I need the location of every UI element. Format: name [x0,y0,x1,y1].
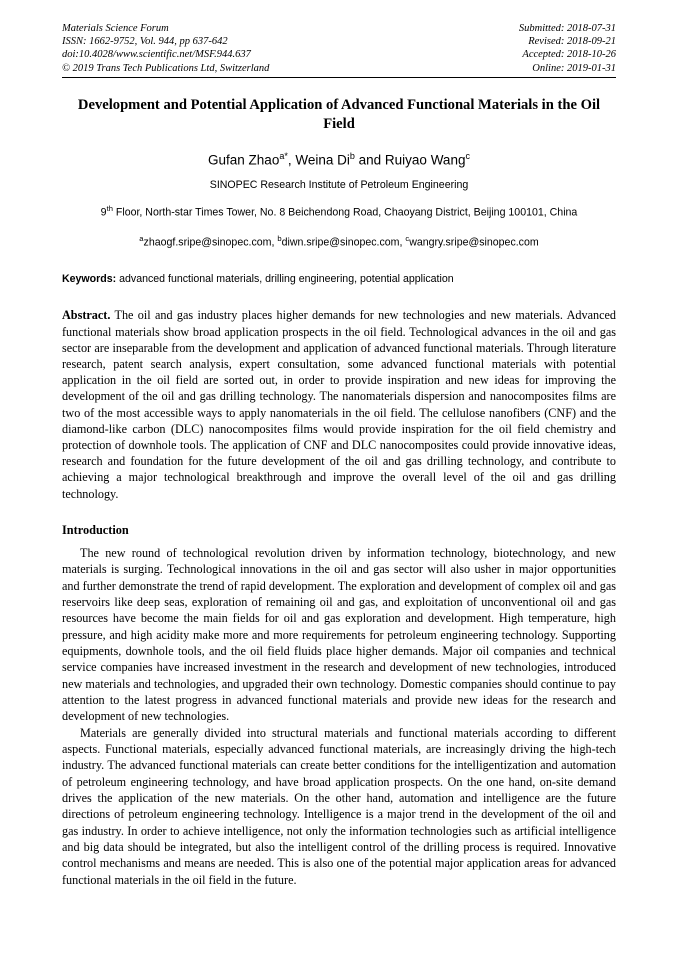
email-a-marker: a [139,233,144,243]
address-ordinal-suffix: th [106,204,113,214]
abstract-label: Abstract. [62,308,111,323]
affiliation: SINOPEC Research Institute of Petroleum Engineering [209,179,469,192]
email-c-marker: c [405,233,410,243]
address-text: Floor, North-star Times Tower, No. 8 Beichendong Road, Chaoyang District, Beijing 100101, China [112,206,578,219]
author-2-marker: b [349,150,355,161]
page-title: Development and Potential Application of Advanced Functional Materials in the Oil Field [77,96,601,132]
masthead [62,22,616,78]
author-1-marker: a* [279,150,288,161]
date-revised: Revised: 2018-09-21 [528,36,616,48]
section-heading-introduction: Introduction [62,522,129,537]
email-b[interactable]: diwn.sripe@sinopec.com, [281,236,406,249]
introduction-paragraph-1: The new round of technological revolution driven by information technology, biotechnology, and new materials is surging. Technological innovations in the oil and gas sector will also usher in major opportunities and further demonstrate the trend of rapid development. The exploration and development of complex oil and gas reservoirs like deep seas, exploration of remaining oil and gas, and exploitation of unconventional oil and gas resources have become the main fields for oil and gas exploration and development. High temperature, high pressure, and high acidity make more and more requirements for petroleum engineering technology. Supporting equipments, downhole tools, and the oil field fluids place higher demands. Major oil companies and technical service companies have increased investment in the research and development of new technologies, introduced new materials and technologies, and upgraded their own technology. Domestic companies should continue to pay attention to the latest progress in advanced functional materials and provide new ideas for the research and development of new technologies. [62,545,616,724]
email-b-marker: b [277,233,282,243]
author-3-name: and Ruiyao Wang [354,152,466,168]
journal-issn: ISSN: 1662-9752, Vol. 944, pp 637-642 [62,36,228,48]
masthead-left [62,22,269,75]
email-c[interactable]: wangry.sripe@sinopec.com [409,236,539,249]
keywords-value: advanced functional materials, drilling engineering, potential application [116,273,454,286]
author-list [62,148,616,169]
author-3-marker: c [465,150,470,161]
date-online: Online: 2019-01-31 [532,62,616,74]
email-list [62,231,616,251]
journal-copyright: © 2019 Trans Tech Publications Ltd, Switzerland [62,62,270,74]
address [64,201,614,221]
keywords [62,272,616,287]
author-1-name: Gufan Zhao [208,152,280,168]
journal-doi: doi:10.4028/www.scientific.net/MSF.944.637 [62,49,251,61]
abstract-text: The oil and gas industry places higher demands for new technologies and new materials. Advanced functional materials show broad application prospects in the oil field. Technological advances in the oil and gas sector are inseparable from the development and application of advanced functional materials. Through literature research, patent search analysis, expert consultation, some advanced functional materials with potential application in the oil field are sorted out, in order to provide inspiration and new ideas for improving the development of the oil and gas drilling technology. The nanomaterials dispersion and nanocomposites films are two of the most accessible ways to apply nanomaterials in the oil field. The cellulose nanofibers (CNF) and the diamond-like carbon (DLC) nanocomposites films would provide inspiration for the oil field chemistry and protection of downhole tools. The application of CNF and DLC nanocomposites could provide innovative ideas, research and foundation for the future development of the oil and gas drilling technology, and contribute to achieving a major technological breakthrough and improve the overall level of the oil and gas drilling technology. [62,308,616,501]
address-floor-number: 9 [100,206,107,219]
keywords-label: Keywords: [62,273,117,286]
journal-name: Materials Science Forum [62,23,169,34]
email-a[interactable]: zhaogf.sripe@sinopec.com, [143,236,278,249]
masthead-right [519,22,616,75]
abstract [62,307,616,501]
date-submitted: Submitted: 2018-07-31 [518,23,616,34]
author-2-name: , Weina Di [287,152,350,168]
introduction-paragraph-2: Materials are generally divided into structural materials and functional materials according to different aspects. Functional materials, especially advanced functional materials, are increasingly driving the high-tech industry. The advanced functional materials can create better conditions for the intelligentization and automation of petroleum engineering technology, and have broad application prospects. On the one hand, on-site demand drives the application of the new materials. On the other hand, automation and intelligence are the future directions of petroleum engineering technology. Intelligence is a major trend in the development of the oil and gas industry. In order to achieve intelligence, not only the information technologies such as artificial intelligence and big data should be integrated, but also the intelligent control of the drilling process is required. Innovative control mechanisms and means are needed. This is also one of the potential major application areas for advanced functional materials in the oil field in the future. [62,725,616,887]
date-accepted: Accepted: 2018-10-26 [522,49,616,61]
